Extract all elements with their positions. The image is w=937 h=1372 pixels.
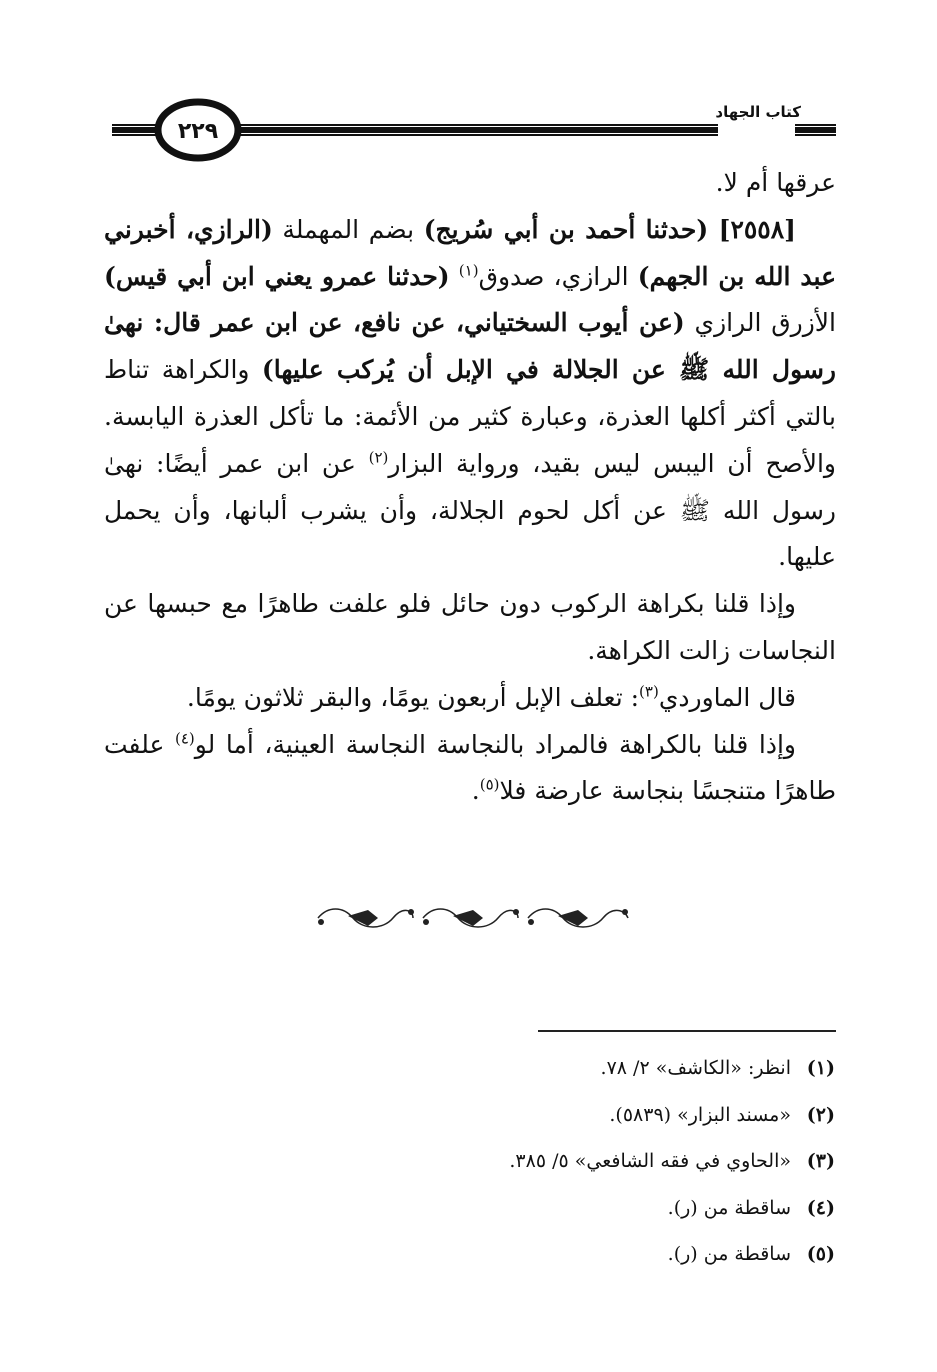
footnote-item (300, 1045, 835, 1092)
commentary-text: علفت (104, 729, 175, 759)
page-number: ٢٢٩ (177, 119, 219, 144)
commentary-text: النجاسات زالت الكراهة. (587, 635, 836, 665)
commentary-text: قال الماوردي (658, 682, 796, 712)
footnote-marker: (١) (458, 261, 479, 280)
commentary-text: : تعلف الإبل أربعون يومًا، والبقر ثلاثون يومًا. (186, 682, 640, 712)
commentary-text: طاهرًا متنجسًا بنجاسة عارضة فلا (499, 776, 836, 806)
commentary-text: الأزرق الرازي (684, 308, 836, 338)
text-line: عرقها أم لا. (715, 168, 836, 197)
body-text (104, 160, 836, 815)
footnote-item (300, 1092, 835, 1139)
commentary-text: والأصح أن اليبس ليس بقيد، ورواية البزار (388, 448, 836, 478)
footnote-text: ساقطة من (ر). (667, 1196, 791, 1219)
footnote-number: (٤) (806, 1196, 835, 1219)
hadith-text: عبد الله بن الجهم) (637, 261, 836, 291)
footnote-item (300, 1138, 835, 1185)
paragraph (104, 160, 836, 207)
footnote-item (300, 1185, 835, 1232)
book-title: كتاب الجهاد (715, 103, 801, 121)
hadith-text: (الرازي، أخبرني (104, 214, 273, 244)
footnote-text: انظر: «الكاشف» ٢/ ٧٨. (600, 1057, 791, 1079)
footnote-marker: (٢) (368, 448, 389, 467)
footnote-marker: (٤) (174, 729, 195, 748)
footnotes (300, 1045, 835, 1278)
footnote-number: (٣) (806, 1150, 835, 1172)
spacer (450, 262, 459, 291)
footnote-marker: (٣) (639, 682, 659, 701)
commentary-text: وإذا قلنا بكراهة الركوب دون حائل فلو علفت طاهرًا مع حبسها عن (104, 589, 796, 619)
footnote-number: (١) (806, 1057, 835, 1079)
hadith-text: [٢٥٥٨] (حدثنا أحمد بن أبي سُريج) (423, 214, 796, 244)
commentary-text: نهىٰ رسول الله ﷺ عن أكل لحوم الجلالة، وأن يشرب ألبانها، وأن (104, 448, 836, 525)
commentary-text: . (471, 776, 480, 806)
commentary-text: وإذا قلنا بالكراهة فالمراد بالنجاسة النجاسة العينية، أما لو (194, 729, 796, 759)
commentary-text: أكثر أكلها العذرة، وعبارة كثير من الأئمة: ما تأكل العذرة اليابسة. (104, 401, 776, 431)
commentary-text: والكراهة تناط بالتي (104, 355, 836, 431)
footnote-text: «الحاوي في فقه الشافعي» ٥/ ٣٨٥. (509, 1150, 791, 1172)
commentary-text: الرازي، صدوق (478, 261, 638, 291)
hadith-text: (عن أيوب السختياني، عن نافع، عن ابن عمر قال: نهىٰ (104, 308, 685, 338)
footnote-text: «مسند البزار» (٥٨٣٩). (609, 1103, 791, 1126)
footnote-number: (٢) (806, 1103, 835, 1126)
paragraph-hadith-2558 (104, 207, 836, 581)
paragraph (104, 581, 836, 675)
footnote-item (300, 1231, 835, 1278)
commentary-text: يحمل عليها. (104, 495, 836, 572)
commentary-text: بضم المهملة (272, 214, 424, 244)
hadith-text: رسول الله ﷺ عن الجلالة في الإبل أن يُركب عليها) (261, 355, 837, 385)
footnote-separator (538, 1030, 836, 1032)
paragraph (104, 722, 836, 816)
commentary-text: عن ابن عمر أيضًا: (156, 448, 369, 478)
footnote-text: ساقطة من (ر). (667, 1243, 791, 1265)
paragraph (104, 675, 836, 722)
hadith-text: (حدثنا عمرو يعني ابن أبي قيس) (104, 261, 450, 291)
footnote-number: (٥) (806, 1243, 835, 1265)
footnote-marker: (٥) (479, 776, 500, 795)
section-divider-ornament-icon (313, 898, 633, 938)
